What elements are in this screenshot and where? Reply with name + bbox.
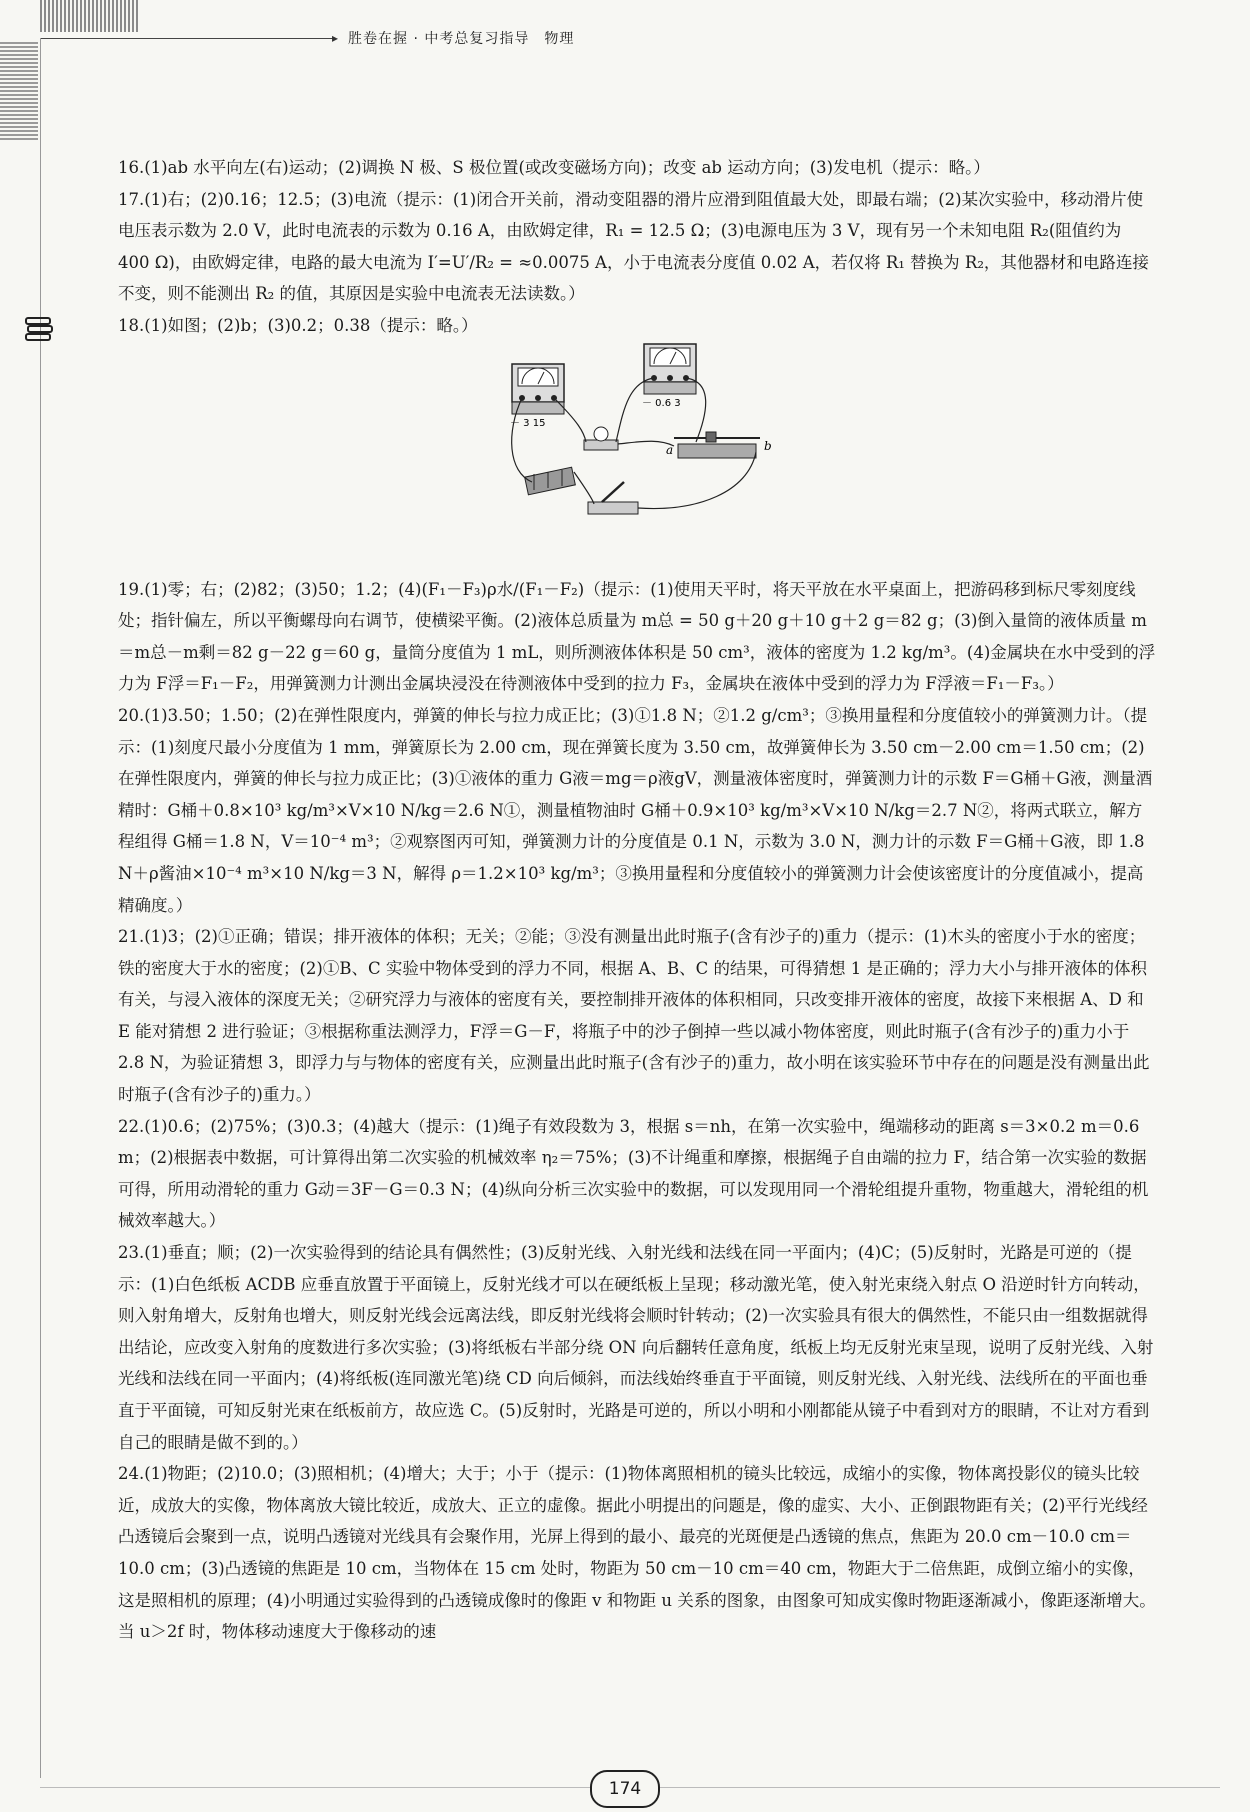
book-stack-icon [22,312,56,346]
circuit-figure [118,342,1158,574]
answer-18: 18.(1)如图；(2)b；(3)0.2；0.38（提示：略。） [118,315,478,335]
answer-21: 21.(1)3；(2)①正确；错误；排开液体的体积；无关；②能；③没有测量出此时瓶子(含有沙子的)重力（提示：(1)木头的密度小于水的密度；铁的密度大于水的密度；(2)①B、C 实验中物体受到的浮力不同，根据 A、B、C 的结果，可得猜想 1 是正确的；浮力大小与排开液体的体积有关，与浸入液体的深度无关；②研究浮力与液体的密度有关，要控制排开液体的体积相同，只改变排开液体的密度，故接下来根据 A、D 和 E 能对猜想 2 进行验证；③根据称重法测浮力，F浮＝G－F，将瓶子中的沙子倒掉一些以减小物体密度，则此时瓶子(含有沙子的)重力小于 2.8 N，为验证猜想 3，即浮力与与物体的密度有关，应测量出此时瓶子(含有沙子的)重力，故小明在该实验环节中存在的问题是没有测量出此时瓶子(含有沙子的)重力。） [118,927,1150,1105]
answer-16: 16.(1)ab 水平向左(右)运动；(2)调换 N 极、S 极位置(或改变磁场方向)；改变 ab 运动方向；(3)发电机（提示：略。） [118,158,990,177]
switch [588,482,638,514]
answer-content [118,152,1158,1648]
voltmeter-scale-label: － 3 15 [510,417,546,429]
battery-pack [525,467,576,495]
answer-24: 24.(1)物距；(2)10.0；(3)照相机；(4)增大；大于；小于（提示：(1)物体离照相机的镜头比较远，成缩小的实像，物体离投影仪的镜头比较近，成放大的实像，物体离放大镜比较近，成放大、正立的虚像。据此小明提出的问题是，像的虚实、大小、正倒跟物距有关；(2)平行光线经凸透镜后会聚到一点，说明凸透镜对光线具有会聚作用，光屏上得到的最小、最亮的光斑便是凸透镜的焦点，焦距为 20.0 cm－10.0 cm＝10.0 cm；(3)凸透镜的焦距是 10 cm，当物体在 15 cm 处时，物距为 50 cm－10 cm＝40 cm，物距大于二倍焦距，成倒立缩小的实像，这是照相机的原理；(4)小明通过实验得到的凸透镜成像时的像距 v 和物距 u 关系的图象，由图象可知成实像时物距逐渐减小，像距逐渐增大。当 u＞2f 时，物体移动速度大于像移动的速 [118,1464,1156,1642]
circuit-diagram [498,342,798,567]
ammeter-scale-label: － 0.6 3 [642,397,681,409]
terminal-a-label: a [666,442,674,457]
header-title: 胜卷在握 · 中考总复习指导 物理 [348,31,575,47]
answer-17: 17.(1)右；(2)0.16；12.5；(3)电流（提示：(1)闭合开关前，滑动变阻器的滑片应滑到阻值最大处，即最右端；(2)某次实验中，移动滑片使电压表示数为 2.0 V，此时电流表的示数为 0.16 A，由欧姆定律，R₁ = 12.5 Ω；(3)电源电压为 3 V，现有另一个未知电阻 R₂(阻值约为 400 Ω)，由欧姆定律，电路的最大电流为 I′=U′/R₂ = ≈0.0075 A，小于电流表分度值 0.02 A，若仅将 R₁ 替换为 R₂，其他器材和电路连接不变，则不能测出 R₂ 的值，其原因是实验中电流表无法读数。） [118,189,1149,304]
voltmeter [512,364,564,414]
terminal-b-label: b [764,438,772,453]
header-decoration [40,0,140,32]
rheostat [674,432,760,458]
light-bulb [584,427,618,450]
answer-23: 23.(1)垂直；顺；(2)一次实验得到的结论具有偶然性；(3)反射光线、入射光线和法线在同一平面内；(4)C；(5)反射时，光路是可逆的（提示：(1)白色纸板 ACDB 应垂直放置于平面镜上，反射光线才可以在硬纸板上呈现；移动激光笔，使入射光束绕入射点 O 沿逆时针方向转动，则入射角增大，反射角也增大，则反射光线会远离法线，即反射光线将会顺时针转动；(2)一次实验具有很大的偶然性，不能只由一组数据就得出结论，应改变入射角的度数进行多次实验；(3)将纸板右半部分绕 ON 向后翻转任意角度，纸板上均无反射光束呈现，说明了反射光线、入射光线和法线在同一平面内；(4)将纸板(连同激光笔)绕 CD 向后倾斜，而法线始终垂直于平面镜，则反射光线、入射光线、法线所在的平面也垂直于平面镜，可知反射光束在纸板前方，故应选 C。(5)反射时，光路是可逆的，所以小明和小刚都能从镜子中看到对方的眼睛，不让对方看到自己的眼睛是做不到的。） [118,1243,1154,1452]
ammeter [644,344,696,394]
answer-19: 19.(1)零；右；(2)82；(3)50；1.2；(4)(F₁－F₃)ρ水/(F₁－F₂)（提示：(1)使用天平时，将天平放在水平桌面上，把游码移到标尺零刻度线处；指针偏左，所以平衡螺母向右调节，使横梁平衡。(2)液体总质量为 m总 = 50 g＋20 g＋10 g＋2 g＝82 g；(3)倒入量筒的液体质量 m＝m总－m剩＝82 g－22 g＝60 g，量筒分度值为 1 mL，则所测液体体积是 50 cm³，液体的密度为 1.2 kg/m³。(4)金属块在水中受到的浮力为 F浮＝F₁－F₂，用弹簧测力计测出金属块浸没在待测液体中受到的拉力 F₃，金属块在液体中受到的浮力为 F浮液＝F₁－F₃。） [118,579,1156,694]
answer-20: 20.(1)3.50；1.50；(2)在弹性限度内，弹簧的伸长与拉力成正比；(3)①1.8 N；②1.2 g/cm³；③换用量程和分度值较小的弹簧测力计。（提示：(1)刻度尺最小分度值为 1 mm，弹簧原长为 2.00 cm，现在弹簧长度为 3.50 cm，故弹簧伸长为 3.50 cm－2.00 cm＝1.50 cm；(2)在弹性限度内，弹簧的伸长与拉力成正比；(3)①液体的重力 G液＝mg＝ρ液gV，测量液体密度时，弹簧测力计的示数 F＝G桶＋G液，测量酒精时：G桶＋0.8×10³ kg/m³×V×10 N/kg＝2.6 N①，测量植物油时 G桶＋0.9×10³ kg/m³×V×10 N/kg＝2.7 N②，将两式联立，解方程组得 G桶＝1.8 N，V＝10⁻⁴ m³；②观察图丙可知，弹簧测力计的分度值是 0.1 N，示数为 3.0 N，测力计的示数 F＝G桶＋G液，即 1.8 N＋ρ酱油×10⁻⁴ m³×10 N/kg＝3 N，解得 ρ＝1.2×10³ kg/m³；③换用量程和分度值较小的弹簧测力计会使该密度计的分度值减小，提高精确度。） [118,705,1153,915]
left-margin-rule [40,38,41,1778]
header-arrow-icon: ▸ [332,31,339,45]
corner-decoration [0,40,38,140]
page-number: 174 [590,1770,660,1808]
answer-22: 22.(1)0.6；(2)75%；(3)0.3；(4)越大（提示：(1)绳子有效段数为 3，根据 s＝nh，在第一次实验中，绳端移动的距离 s＝3×0.2 m＝0.6 m；(2)根据表中数据，可计算得出第二次实验的机械效率 η₂＝75%；(3)不计绳重和摩擦，根据绳子自由端的拉力 F，结合第一次实验的数据可得，所用动滑轮的重力 G动＝3F－G＝0.3 N；(4)纵向分析三次实验中的数据，可以发现用同一个滑轮组提升重物，物重越大，滑轮组的机械效率越大。） [118,1116,1149,1231]
header-rule [40,38,335,39]
